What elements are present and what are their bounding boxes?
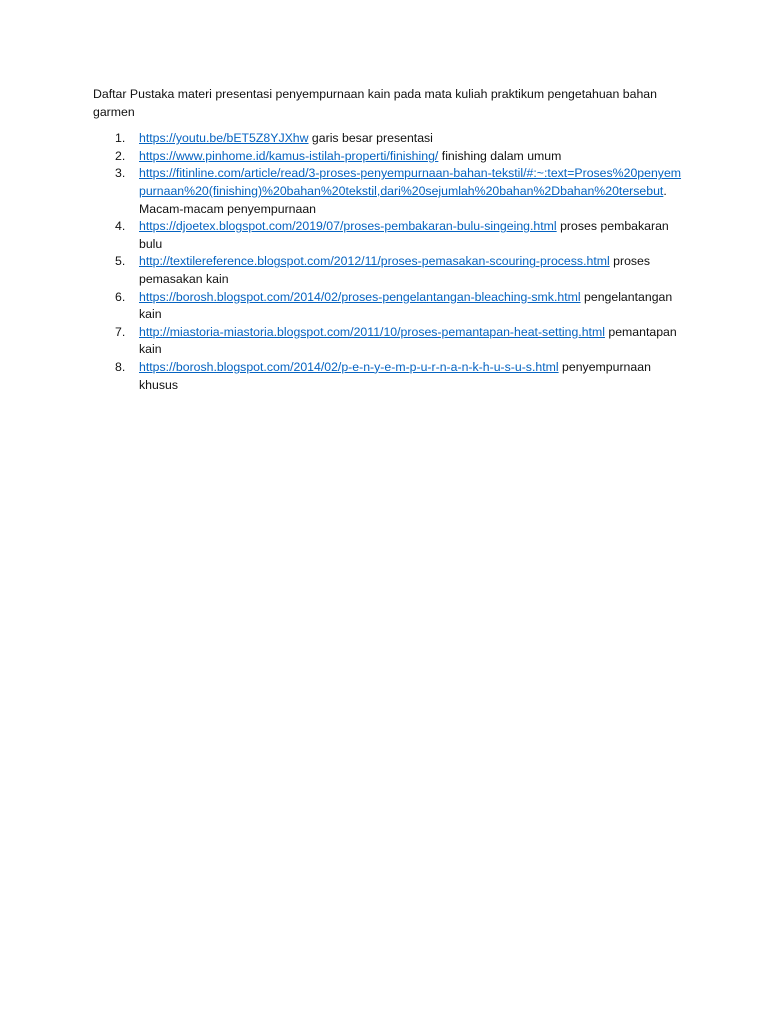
reference-number: 1. <box>115 131 126 146</box>
reference-number: 4. <box>115 219 126 234</box>
reference-description: proses pembakaran bulu <box>139 219 669 251</box>
reference-text <box>139 359 683 394</box>
reference-item-6 <box>93 289 683 324</box>
reference-link[interactable]: https://youtu.be/bET5Z8YJXhw <box>139 131 309 146</box>
reference-item-8 <box>93 359 683 394</box>
reference-number: 5. <box>115 254 126 269</box>
reference-description: . Macam-macam penyempurnaan <box>139 183 667 216</box>
reference-link[interactable]: https://djoetex.blogspot.com/2019/07/proses-pembakaran-bulu-singeing.html <box>139 219 557 234</box>
reference-item-2 <box>93 148 683 166</box>
reference-number: 2. <box>115 148 126 163</box>
reference-item-1 <box>93 130 683 148</box>
reference-text <box>139 289 683 324</box>
document-content <box>93 86 683 394</box>
reference-number: 7. <box>115 324 126 339</box>
reference-text <box>139 218 683 253</box>
reference-link[interactable]: http://miastoria-miastoria.blogspot.com/2011/10/proses-pemantapan-heat-setting.html <box>139 324 605 339</box>
reference-item-5 <box>93 253 683 288</box>
reference-list <box>93 130 683 394</box>
reference-description: finishing dalam umum <box>438 148 562 163</box>
reference-link[interactable]: http://textilereference.blogspot.com/2012/11/proses-pemasakan-scouring-process.html <box>139 254 610 269</box>
intro-paragraph: Daftar Pustaka materi presentasi penyempurnaan kain pada mata kuliah praktikum pengetahuan bahan garmen <box>93 87 657 119</box>
reference-link[interactable]: https://borosh.blogspot.com/2014/02/p-e-n-y-e-m-p-u-r-n-a-n-k-h-u-s-u-s.html <box>139 359 559 374</box>
reference-text <box>139 148 683 166</box>
reference-description: proses pemasakan kain <box>139 254 651 286</box>
reference-text <box>139 253 683 288</box>
reference-number: 3. <box>115 166 126 181</box>
reference-description: pengelantangan kain <box>139 289 673 322</box>
reference-number: 6. <box>115 289 126 304</box>
reference-link[interactable]: https://fitinline.com/article/read/3-proses-penyempurnaan-bahan-tekstil/#:~:text=Proses%20penyempurnaan%20(finishing)%20bahan%20tekstil,dari%20sejumlah%20bahan%2Dbahan%20tersebut <box>139 166 682 198</box>
reference-item-4 <box>93 218 683 253</box>
reference-link[interactable]: https://borosh.blogspot.com/2014/02/proses-pengelantangan-bleaching-smk.html <box>139 289 581 304</box>
reference-item-3 <box>93 165 683 218</box>
reference-link[interactable]: https://www.pinhome.id/kamus-istilah-properti/finishing/ <box>139 148 439 163</box>
reference-text <box>139 165 683 218</box>
reference-number: 8. <box>115 359 126 374</box>
reference-text <box>139 130 683 148</box>
reference-description: pemantapan kain <box>139 324 677 357</box>
reference-text <box>139 324 683 359</box>
reference-description: penyempurnaan khusus <box>139 359 651 392</box>
reference-item-7 <box>93 324 683 359</box>
reference-description: garis besar presentasi <box>308 131 433 146</box>
